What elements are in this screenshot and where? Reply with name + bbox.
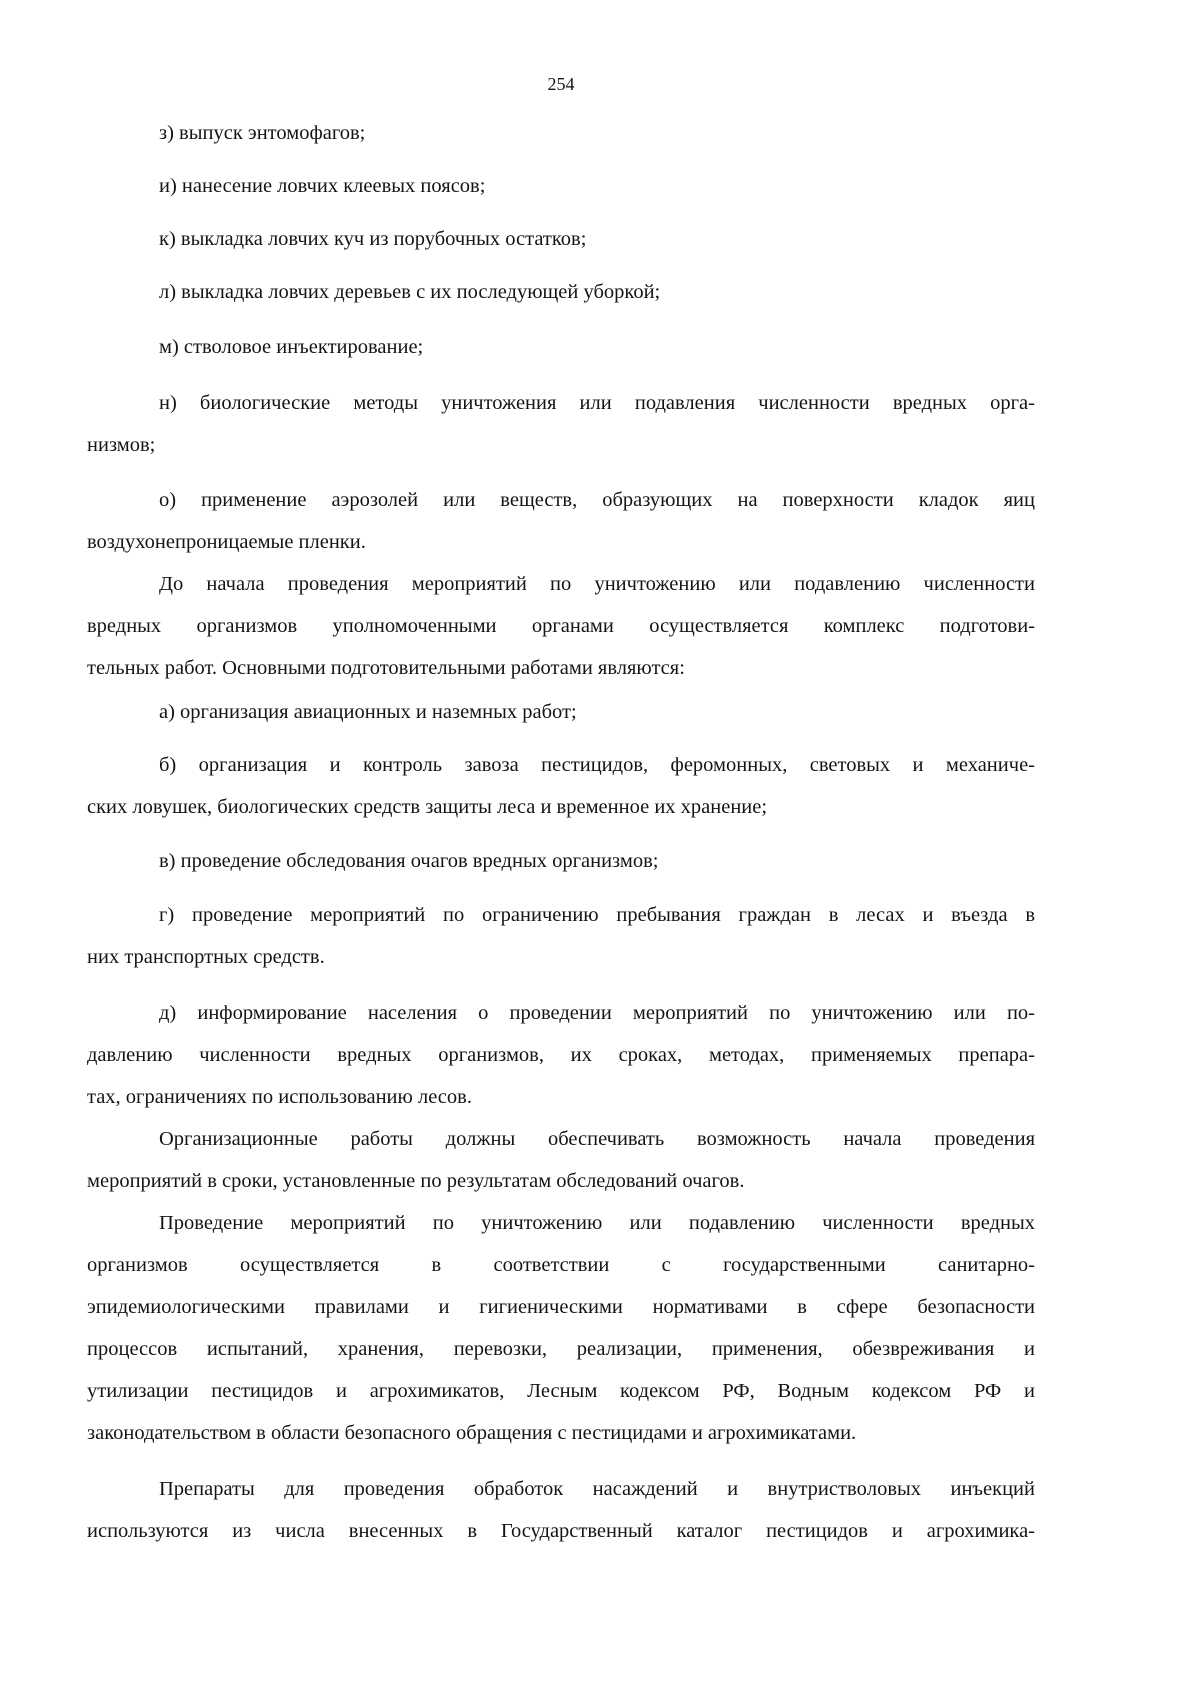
paragraph-org-line-1: Организационные работы должны обеспечивать возможность начала проведения	[159, 1128, 1035, 1150]
paragraph-conduct-line-3: эпидемиологическими правилами и гигиеническими нормативами в сфере безопасности	[87, 1296, 1035, 1318]
list-item-g-line-1: г) проведение мероприятий по ограничению пребывания граждан в лесах и въезда в	[159, 904, 1035, 926]
list-item-g-line-2: них транспортных средств.	[87, 946, 325, 968]
list-item-b-line-2: ских ловушек, биологических средств защиты леса и временное их хранение;	[87, 796, 768, 818]
list-item-l: л) выкладка ловчих деревьев с их последующей уборкой;	[159, 281, 661, 303]
list-item-i: и) нанесение ловчих клеевых поясов;	[159, 175, 486, 197]
paragraph-conduct-line-6: законодательством в области безопасного обращения с пестицидами и агрохимикатами.	[87, 1422, 857, 1444]
paragraph-prep-line-3: тельных работ. Основными подготовительными работами являются:	[87, 657, 685, 679]
paragraph-prep-line-1: До начала проведения мероприятий по уничтожению или подавлению численности	[159, 573, 1035, 595]
list-item-z: з) выпуск энтомофагов;	[159, 122, 366, 144]
paragraph-preparations-line-1: Препараты для проведения обработок насаждений и внутриствoловых инъекций	[159, 1478, 1035, 1500]
list-item-o-line-2: воздухонепроницаемые пленки.	[87, 531, 366, 553]
list-item-m: м) стволовое инъектирование;	[159, 336, 424, 358]
paragraph-preparations-line-2: используются из числа внесенных в Государственный каталог пестицидов и агрохимика-	[87, 1520, 1035, 1542]
page-number: 254	[547, 74, 575, 94]
list-item-o-line-1: о) применение аэрозолей или веществ, образующих на поверхности кладок яиц	[159, 489, 1035, 511]
list-item-a: а) организация авиационных и наземных работ;	[159, 701, 577, 723]
list-item-b-line-1: б) организация и контроль завоза пестицидов, феромонных, световых и механиче-	[159, 754, 1035, 776]
paragraph-conduct-line-5: утилизации пестицидов и агрохимикатов, Лесным кодексом РФ, Водным кодексом РФ и	[87, 1380, 1035, 1402]
list-item-v: в) проведение обследования очагов вредных организмов;	[159, 850, 659, 872]
list-item-n-line-1: н) биологические методы уничтожения или подавления численности вредных орга-	[159, 392, 1035, 414]
paragraph-conduct-line-1: Проведение мероприятий по уничтожению или подавлению численности вредных	[159, 1212, 1035, 1234]
paragraph-conduct-line-2: организмов осуществляется в соответствии с государственными санитарно-	[87, 1254, 1035, 1276]
paragraph-org-line-2: мероприятий в сроки, установленные по результатам обследований очагов.	[87, 1170, 745, 1192]
list-item-d-line-2: давлению численности вредных организмов, их сроках, методах, применяемых препара-	[87, 1044, 1035, 1066]
list-item-d-line-3: тах, ограничениях по использованию лесов.	[87, 1086, 472, 1108]
paragraph-prep-line-2: вредных организмов уполномоченными органами осуществляется комплекс подготови-	[87, 615, 1035, 637]
paragraph-conduct-line-4: процессов испытаний, хранения, перевозки, реализации, применения, обезвреживания и	[87, 1338, 1035, 1360]
list-item-d-line-1: д) информирование населения о проведении мероприятий по уничтожению или по-	[159, 1002, 1035, 1024]
list-item-n-line-2: низмов;	[87, 434, 156, 456]
list-item-k: к) выкладка ловчих куч из порубочных остатков;	[159, 228, 587, 250]
